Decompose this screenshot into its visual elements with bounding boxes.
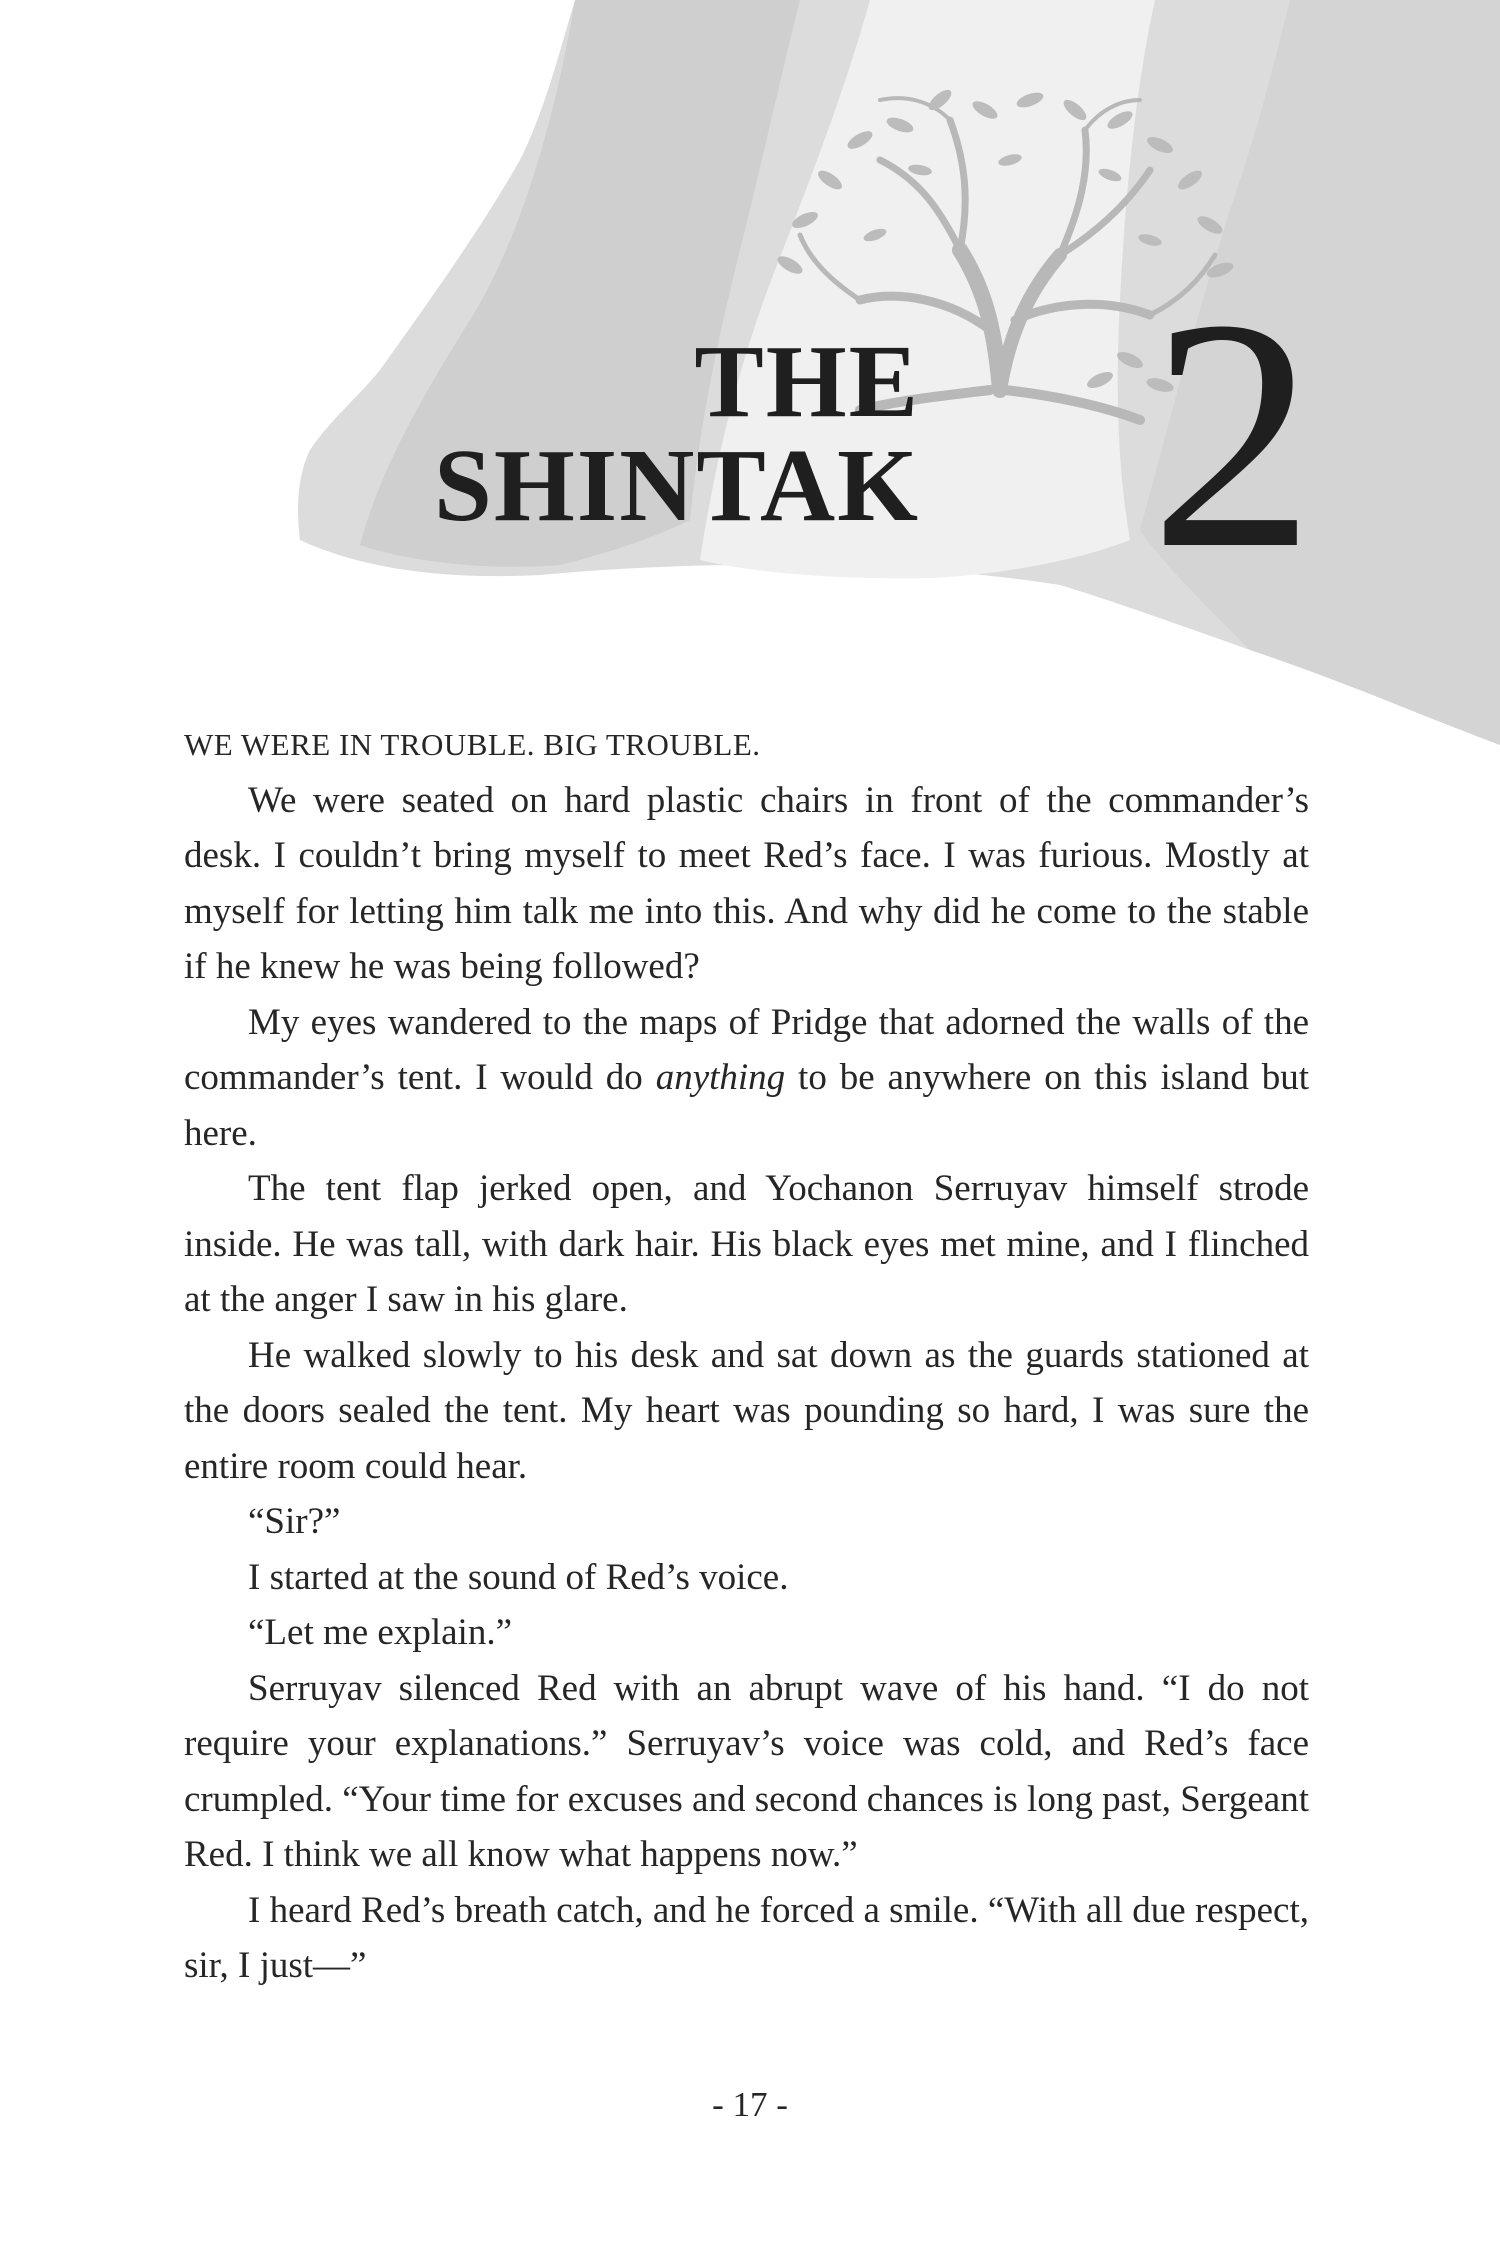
dialogue-line: “Sir?” bbox=[248, 1501, 341, 1542]
paragraph: We were seated on hard plastic chairs in front of the commander’s desk. I couldn’t bring myself to meet Red’s face. I was furious. Mostly at myself for letting him talk me into this. And why did he come to the stable if he knew he was being followed? bbox=[184, 779, 1309, 987]
paragraph-text: to be anywhere on this island but here. bbox=[184, 1057, 1309, 1154]
paragraph: I heard Red’s breath catch, and he forced a smile. “With all due respect, sir, I just—” bbox=[184, 1889, 1309, 1986]
chapter-number: 2 bbox=[1150, 252, 1315, 617]
opening-line: WE WERE IN TROUBLE. BIG TROUBLE. bbox=[184, 727, 761, 762]
paragraph: The tent flap jerked open, and Yochanon Serruyav himself strode inside. He was tall, with dark hair. His black eyes met mine, and I flinched at the anger I saw in his glare. bbox=[184, 1168, 1309, 1320]
chapter-body bbox=[184, 717, 1309, 1994]
paragraph-text: My eyes wandered to the maps of Pridge that adorned the walls of the commander’s tent. I would do bbox=[184, 1001, 1309, 1098]
emphasized-word: anything bbox=[655, 1057, 786, 1098]
chapter-title bbox=[434, 324, 920, 543]
paragraph: Serruyav silenced Red with an abrupt wave of his hand. “I do not require your explanations.” Serruyav’s voice was cold, and Red’s face crumpled. “Your time for excuses and second chances is long past, Sergeant Red. I think we all know what happens now.” bbox=[184, 1667, 1309, 1875]
chapter-title-line-1: THE bbox=[694, 324, 920, 439]
page-number: - 17 - bbox=[712, 2085, 788, 2124]
paragraph bbox=[184, 995, 1309, 1162]
paragraph: He walked slowly to his desk and sat down as the guards stationed at the doors sealed the tent. My heart was pounding so hard, I was sure the entire room could hear. bbox=[184, 1334, 1309, 1487]
paragraph: I started at the sound of Red’s voice. bbox=[248, 1556, 789, 1598]
chapter-title-line-2: SHINTAK bbox=[434, 428, 920, 543]
dialogue-line: “Let me explain.” bbox=[248, 1612, 513, 1653]
